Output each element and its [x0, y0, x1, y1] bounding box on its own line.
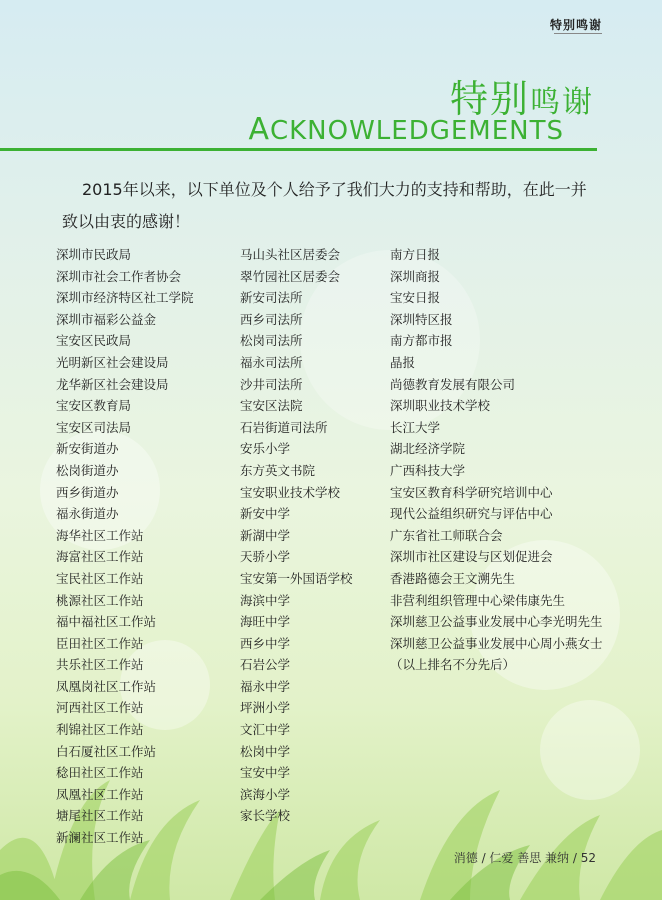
acknowledgement-item: 宝安职业技术学校	[240, 484, 341, 500]
acknowledgement-item: 松岗司法所	[240, 333, 303, 349]
acknowledgement-item: 深圳慈卫公益事业发展中心李光明先生	[390, 614, 603, 630]
acknowledgement-item: 广东省社工师联合会	[390, 527, 503, 543]
acknowledgement-item: 凤凰社区工作站	[56, 786, 144, 802]
acknowledgement-item: 松岗街道办	[56, 462, 119, 478]
acknowledgement-item: 石岩公学	[240, 657, 291, 673]
acknowledgement-item: 福永司法所	[240, 354, 303, 370]
acknowledgement-item: 深圳市社区建设与区划促进会	[390, 549, 553, 565]
acknowledgement-item: 宝安第一外国语学校	[240, 570, 353, 586]
acknowledgement-item: 宝安区教育局	[56, 398, 132, 414]
acknowledgement-item: 宝安区民政局	[56, 333, 132, 349]
acknowledgement-item: 南方都市报	[390, 333, 453, 349]
acknowledgement-item: 深圳商报	[390, 268, 441, 284]
acknowledgement-item: 深圳特区报	[390, 311, 453, 327]
acknowledgement-item: 福中福社区工作站	[56, 614, 157, 630]
acknowledgement-item: 滨海小学	[240, 786, 291, 802]
acknowledgement-item: 深圳市福彩公益金	[56, 311, 157, 327]
intro-paragraph: 2015年以来，以下单位及个人给予了我们大力的支持和帮助，在此一并致以由衷的感谢！	[62, 180, 587, 231]
acknowledgement-item: 宝安日报	[390, 290, 441, 306]
section-tag-divider	[554, 33, 602, 34]
acknowledgement-item: 马山头社区居委会	[240, 247, 341, 262]
acknowledgement-column-1	[56, 244, 194, 849]
acknowledgement-item: （以上排名不分先后）	[390, 657, 516, 673]
acknowledgement-item: 非营利组织管理中心梁伟康先生	[390, 592, 566, 608]
acknowledgement-item: 稔田社区工作站	[56, 765, 144, 781]
acknowledgement-item: 西乡街道办	[56, 484, 119, 500]
acknowledgement-column-2	[240, 244, 353, 827]
title-divider	[0, 148, 597, 151]
acknowledgement-item: 宝安中学	[240, 765, 291, 781]
acknowledgement-item: 南方日报	[390, 247, 441, 262]
acknowledgement-item: 现代公益组织研究与评估中心	[390, 506, 553, 522]
acknowledgement-item: 石岩街道司法所	[240, 419, 328, 435]
acknowledgement-item: 深圳慈卫公益事业发展中心周小燕女士	[390, 635, 603, 651]
acknowledgement-item: 臣田社区工作站	[56, 635, 144, 651]
acknowledgement-item: 晶报	[390, 354, 416, 370]
acknowledgement-item: 海富社区工作站	[56, 549, 144, 565]
acknowledgement-item: 文汇中学	[240, 722, 291, 738]
acknowledgement-item: 宝民社区工作站	[56, 570, 144, 586]
acknowledgement-item: 塘尾社区工作站	[56, 808, 144, 824]
acknowledgement-item: 新湖中学	[240, 527, 291, 543]
acknowledgement-item: 龙华新区社会建设局	[56, 376, 169, 392]
acknowledgement-item: 广西科技大学	[390, 462, 466, 478]
acknowledgement-item: 沙井司法所	[240, 376, 303, 392]
acknowledgement-item: 新安中学	[240, 506, 291, 522]
page-title-chinese: 特别鸣谢	[449, 77, 594, 121]
acknowledgement-item: 河西社区工作站	[56, 700, 144, 716]
acknowledgement-item: 西乡中学	[240, 635, 291, 651]
acknowledgement-item: 海华社区工作站	[56, 527, 144, 543]
page-title-english: ACKNOWLEDGEMENTS	[248, 112, 564, 147]
acknowledgement-item: 宝安区教育科学研究培训中心	[390, 484, 553, 500]
acknowledgement-item: 尚德教育发展有限公司	[390, 376, 516, 392]
acknowledgement-item: 翠竹园社区居委会	[240, 268, 341, 284]
acknowledgement-item: 家长学校	[240, 808, 291, 824]
acknowledgement-item: 新澜社区工作站	[56, 830, 144, 846]
acknowledgement-item: 光明新区社会建设局	[56, 354, 169, 370]
acknowledgement-item: 海滨中学	[240, 592, 291, 608]
acknowledgement-item: 深圳市经济特区社工学院	[56, 290, 194, 306]
acknowledgement-item: 福永街道办	[56, 506, 119, 522]
acknowledgement-item: 共乐社区工作站	[56, 657, 144, 673]
acknowledgement-item: 宝安区法院	[240, 398, 303, 414]
acknowledgement-item: 坪洲小学	[240, 700, 291, 716]
acknowledgement-item: 东方英文书院	[240, 462, 316, 478]
acknowledgement-item: 深圳市社会工作者协会	[56, 268, 182, 284]
acknowledgement-item: 宝安区司法局	[56, 419, 132, 435]
acknowledgement-item: 深圳市民政局	[56, 247, 132, 262]
acknowledgement-item: 白石厦社区工作站	[56, 743, 157, 759]
acknowledgement-item: 新安司法所	[240, 290, 303, 306]
acknowledgement-item: 安乐小学	[240, 441, 291, 457]
acknowledgement-item: 桃源社区工作站	[56, 592, 144, 608]
acknowledgement-item: 海旺中学	[240, 614, 291, 630]
acknowledgement-item: 凤凰岗社区工作站	[56, 678, 157, 694]
acknowledgement-item: 湖北经济学院	[390, 441, 466, 457]
acknowledgement-item: 新安街道办	[56, 441, 119, 457]
acknowledgement-item: 深圳职业技术学校	[390, 398, 491, 414]
acknowledgement-item: 福永中学	[240, 678, 291, 694]
acknowledgement-item: 长江大学	[390, 419, 441, 435]
section-tag: 特别鸣谢	[549, 18, 602, 32]
acknowledgement-item: 西乡司法所	[240, 311, 303, 327]
acknowledgement-item: 天骄小学	[240, 549, 291, 565]
acknowledgement-item: 香港路德会王文溯先生	[390, 570, 516, 586]
acknowledgement-item: 松岗中学	[240, 743, 291, 759]
acknowledgement-column-3	[390, 244, 603, 676]
page-footer: 消德 / 仁爱 善思 兼纳 / 52	[453, 851, 596, 865]
acknowledgement-item: 利锦社区工作站	[56, 722, 144, 738]
